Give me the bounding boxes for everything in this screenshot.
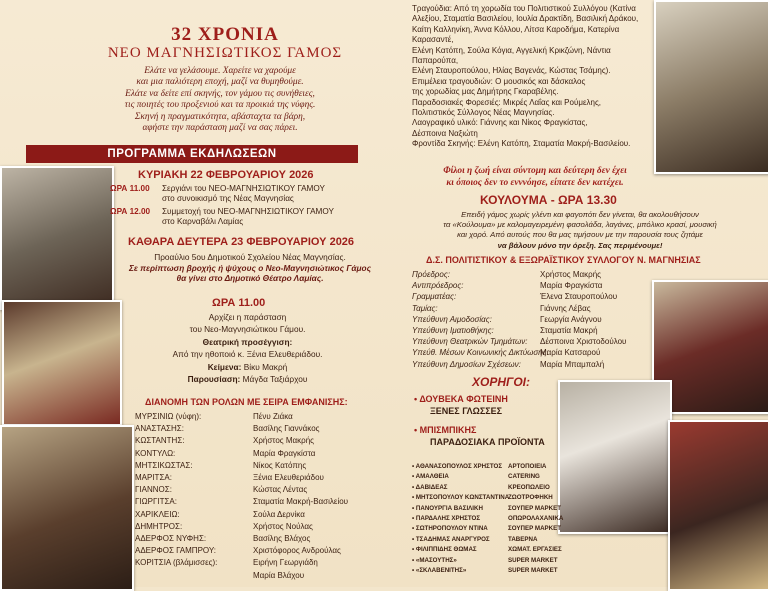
sponsor-business: ΖΩΟΤΡΟΦΗΚΗ (508, 494, 553, 502)
sponsor-name: • ΤΣΑΔΗΜΑΣ ΑΝΑΡΓΥΡΟΣ (412, 535, 490, 543)
sponsor-row (412, 566, 582, 576)
cast-actor: Χριστόφορος Ανδρούλας (253, 546, 341, 556)
sponsor-row (412, 535, 582, 545)
welcome-label: Θεατρική προσέγγιση: (202, 336, 293, 347)
board-role: Ταμίας: (412, 303, 438, 313)
cast-role: ΑΔΕΡΦΟΣ ΝΥΦΗΣ: (135, 534, 207, 543)
text-label: Κείμενα: (207, 361, 242, 372)
photo-women-kneading (654, 0, 768, 174)
cast-row (135, 496, 365, 507)
credit-line: Ελένη Κατόπη, Σούλα Κόγια, Αγγελική Κρικζώνη, Νάντια Παπαρούπα, (412, 45, 611, 66)
sponsor-name: • ΑΜΑΛΘΕΙΑ (412, 473, 449, 481)
monday-venue (115, 252, 385, 284)
koulouma-line: να βάλουν μόνο την όρεξη. Σας περιμένουμε! (497, 240, 663, 250)
cast-role: ΚΟΡΙΤΣΙΑ (βλάμισσες): (135, 558, 218, 568)
rain-line: θα γίνει στο Δημοτικό Θέατρο Λαμίας. (176, 273, 324, 284)
major-sponsor-line: ΠΑΡΑΔΟΣΙΑΚΑ ΠΡΟΪΟΝΤΑ (430, 437, 545, 447)
photo-couple-costume (2, 300, 122, 426)
proverb-line: κι όποιος δεν το ενννόησε, είπατε δεν κατέχει. (446, 177, 624, 188)
cast-heading: ΔΙΑΝΟΜΗ ΤΩΝ ΡΟΛΩΝ ΜΕ ΣΕΙΡΑ ΕΜΦΑΝΙΣΗΣ: (145, 397, 348, 407)
cast-role: ΑΝΑΣΤΑΣΗΣ: (135, 424, 184, 434)
sponsor-row (412, 472, 582, 482)
board-role: Πρόεδρος: (412, 270, 450, 279)
board-row (412, 292, 644, 303)
rain-line: Σε περίπτωση βροχής ή ψύχους ο Νεο-Μαγνησιώτικος Γάμος (128, 262, 372, 273)
sponsor-business: ΣΟΥΠΕΡ ΜΑΡΚΕΤ (508, 525, 562, 533)
present-label: Παρουσίαση: (187, 374, 241, 385)
sponsor-row (412, 483, 582, 493)
event-time: ΩΡΑ 11.00 (110, 184, 150, 193)
intro-line: Ελάτε να γελάσουμε. Χαρείτε να χαρούμε (144, 66, 296, 76)
sponsor-business: ΟΠΩΡΟΛΑΧΑΝΙΚΑ (508, 515, 564, 522)
event-desc (162, 207, 422, 227)
intro-line: αφήστε την παράσταση μαζί να σας πάρει. (142, 123, 298, 134)
koulouma-line: τα «Κούλουμα» με καλομαγειρεμένη φασολάδα, λαγάνες, μπόλικο κρασί, μουσική (443, 220, 717, 230)
sunday-event (110, 184, 380, 206)
board-member: Γεωργία Ανάγνου (540, 314, 602, 324)
sponsor-row (412, 462, 582, 472)
event-desc-line: στο συνοικισμό της Νέας Μαγνησίας (162, 194, 294, 203)
sponsor-business: ΧΩΜΑΤ. ΕΡΓΑΣΙΕΣ (508, 546, 562, 554)
text-value: Βίκυ Μακρή (243, 361, 288, 372)
credit-line: Επιμέλεια τραγουδιών: Ο μουσικός και δάσκαλος (412, 76, 586, 86)
board-heading: Δ.Σ. ΠΟΛΙΤΙΣΤΙΚΟΥ & ΕΞΩΡΑΪΣΤΙΚΟΥ ΣΥΛΛΟΓΟΥ Ν. ΜΑΓΝΗΣΙΑΣ (426, 255, 701, 265)
cast-row (135, 423, 365, 434)
sponsor-name: • ΠΑΡΔΑΛΗΣ ΧΡΗΣΤΟΣ (412, 515, 481, 522)
event-desc-line: Συμμετοχή του ΝΕΟ-ΜΑΓΝΗΣΙΩΤΙΚΟΥ ΓΑΜΟΥ (162, 207, 334, 216)
credit-line: της χορωδίας μας Δημήτρης Γκαραβέλης. (412, 87, 559, 97)
event-desc (162, 184, 422, 204)
board-row (412, 315, 644, 326)
sponsor-name: • ΔΑΒΙΔΕΑΣ (412, 483, 448, 491)
cast-actor: Βασίλης Γιαννάκος (253, 424, 320, 434)
board-row (412, 337, 644, 348)
cast-row (135, 570, 365, 581)
present-credit (135, 373, 360, 385)
event-time: ΩΡΑ 12.00 (110, 207, 151, 216)
intro-line: Σκηνή η πραγματικότητα, αβάσταχτα τα βάρη, (134, 111, 306, 122)
cast-actor: Σταματία Μακρή-Βασιλείου (253, 497, 349, 507)
sponsor-name: • ΜΗΤΣΟΠΟΥΛΟΥ ΚΩΝΣΤΑΝΤΙΝΑ (412, 494, 510, 502)
sponsor-row (412, 514, 582, 524)
board-member: Έλενα Σταυροπούλου (540, 292, 618, 302)
board-row (412, 270, 644, 281)
credit-line: Φροντίδα Σκηνής: Ελένη Κατόπη, Σταματία Μακρή-Βασιλείου. (412, 139, 631, 149)
cast-role: ΓΙΩΡΓΙΤΣΑ: (135, 497, 177, 507)
koulouma-text (402, 210, 758, 251)
board-member: Μαρία Κατσαρού (540, 348, 601, 358)
cast-role: ΜΥΡΣΙΝΙΩ (νύφη): (135, 412, 202, 421)
cast-role: ΔΗΜΗΤΡΟΣ: (135, 521, 183, 531)
sponsor-row (412, 556, 582, 566)
cast-actor: Νίκος Κατόπης (253, 460, 307, 470)
board-role: Γραμματέας: (412, 292, 457, 302)
board-member: Σταματία Μακρή (540, 326, 598, 335)
cast-row (135, 557, 365, 568)
board-role: Αντιπρόεδρος: (412, 281, 464, 291)
credit-line: Δέσποινα Ναξιώτη (412, 128, 478, 138)
welcome-value: Από την ηθοποιό κ. Ξένια Ελευθεριάδου. (172, 349, 323, 360)
major-sponsor-name: • ΜΠΙΣΜΠΙΚΗΣ (414, 425, 477, 435)
cast-row (135, 472, 365, 483)
sponsor-name: • «ΣΚΛΑΒΕΝΙΤΗΣ» (412, 567, 467, 574)
credit-line: Παραδοσιακές Φορεσιές: Μικρές Λαΐας και Ρούμελης, (412, 97, 602, 107)
intro-poem (70, 66, 370, 134)
board-member: Μαρία Μπαμπαλή (540, 359, 605, 369)
board-role: Υπεύθυνη Ιματιοθήκης: (412, 326, 494, 335)
proverb-line: Φίλοι η ζωή είναι σύντομη και δεύτερη δεν έχει (443, 166, 627, 176)
sponsor-row (412, 504, 582, 514)
major-sponsor-line: ΞΕΝΕΣ ΓΛΩΣΣΕΣ (430, 406, 503, 416)
sponsor-business: CATERING (508, 473, 540, 481)
sponsor-name: • ΦΙΛΙΠΠΙΔΗΣ ΘΩΜΑΣ (412, 546, 477, 554)
koulouma-line: Επειδή γάμος χωρίς γλέντι και φαγοπότι δεν γίνεται, θα ακολουθήσουν (461, 210, 699, 219)
text-credit (135, 361, 360, 373)
cast-actor: Κώστας Λέντας (253, 485, 308, 495)
credit-line: Τραγούδια: Από τη χορωδία του Πολιτιστικού Συλλόγου (Κατίνα (412, 4, 636, 13)
credit-line: Λαογραφικό υλικό: Γιάννης και Νίκος Φραγκίστας, (412, 118, 588, 128)
cast-role: ΑΔΕΡΦΟΣ ΓΑΜΠΡΟΥ: (135, 546, 216, 556)
sponsor-business: SUPER MARKET (508, 556, 558, 564)
sponsor-name: • «ΜΑΣΟΥΤΗΣ» (412, 556, 457, 564)
cast-actor: Ειρήνη Γεωργιάδη (253, 558, 318, 568)
credit-line: Πολιτιστικός Σύλλογος Νέας Μαγνησίας. (412, 108, 555, 118)
cast-actor: Σούλα Δερνίκα (253, 509, 305, 519)
board-member: Μαρία Φραγκίστα (540, 281, 603, 291)
sunday-heading: ΚΥΡΙΑΚΗ 22 ΦΕΒΡΟΥΑΡΙΟΥ 2026 (138, 169, 314, 181)
cast-role: ΚΩΣΤΑΝΤΗΣ: (135, 436, 185, 446)
cast-row (135, 411, 365, 422)
monday-details (135, 311, 360, 385)
intro-line: τις ποιητές του προξενιού και τα προικιά της νύφης. (124, 100, 316, 111)
cast-actor: Χρήστος Νούλας (253, 521, 313, 531)
sponsor-name: • ΑΘΑΝΑΣΟΠΟΥΛΟΣ ΧΡΗΣΤΟΣ (412, 463, 503, 470)
monday-time: ΩΡΑ 11.00 (212, 297, 266, 309)
cast-row (135, 545, 365, 556)
sponsor-row (412, 545, 582, 555)
cast-actor: Μαρία Φραγκίστα (253, 448, 316, 458)
major-sponsor (414, 393, 564, 417)
sponsor-row (412, 524, 582, 534)
proverb (420, 166, 650, 189)
cast-actor: Χρήστος Μακρής (253, 436, 314, 446)
sponsor-name: • ΠΑΝΟΥΡΓΙΑ ΒΑΣΙΛΙΚΗ (412, 504, 483, 512)
board-row (412, 326, 644, 337)
poster-title: 32 ΧΡΟΝΙΑ (171, 24, 279, 45)
sponsor-name: • ΣΩΤΗΡΟΠΟΥΛΟΥ ΝΤΙΝΑ (412, 525, 488, 533)
sponsor-business: ΤΑΒΕΡΝΑ (508, 535, 538, 543)
sponsor-business: ΚΡΕΟΠΩΛΕΙΟ (508, 483, 550, 491)
cast-row (135, 509, 365, 520)
major-sponsor (414, 424, 564, 448)
cast-role: ΚΟΝΤΥΛΩ: (135, 448, 176, 458)
program-banner: ΠΡΟΓΡΑΜΜΑ ΕΚΔΗΛΩΣΕΩΝ (26, 145, 358, 163)
intro-line: Ελάτε να δείτε επί σκηνής, τον γάμου τις συνήθειες, (125, 88, 315, 99)
board-member: Δέσποινα Χριστοδούλου (540, 337, 627, 347)
cast-actor: Ξένια Ελευθεριάδου (253, 473, 324, 482)
board-member: Χρήστος Μακρής (540, 270, 601, 279)
sponsor-business: ΑΡΤΟΠΟΙΕΙΑ (508, 463, 547, 470)
start-line: του Νεο-Μαγνησιώτικου Γάμου. (189, 324, 306, 335)
cast-actor: Μαρία Βλάχου (253, 570, 305, 580)
photo-women-costume (668, 420, 768, 591)
sponsor-business: SUPER MARKET (508, 567, 558, 574)
photo-couple-village (0, 166, 114, 310)
sponsor-row (412, 493, 582, 503)
cast-row (135, 484, 365, 495)
cast-actor: Πένυ Ζιάκα (253, 412, 293, 421)
credits (412, 4, 657, 150)
intro-line: και μια παλιότερη εποχή, μαζί να θυμηθούμε. (136, 77, 304, 88)
board-role: Υπεύθ. Μέσων Κοινωνικής Δικτύωσης: (412, 348, 549, 358)
cast-row (135, 533, 365, 544)
cast-row (135, 435, 365, 446)
board-role: Υπεύθυνη Θεατρικών Τμημάτων: (412, 337, 528, 347)
board-member: Γιάννης Λέβας (540, 303, 591, 313)
cast-role: ΜΗΤΣΙΚΩΣΤΑΣ: (135, 460, 193, 470)
cast-row (135, 460, 365, 471)
credit-line: Ελένη Σταυροπούλου, Ηλίας Βαγενάς, Κώστας Τσάμης). (412, 66, 611, 76)
venue-line: Προαύλιο 5ου Δημοτικού Σχολείου Νέας Μαγνησίας. (154, 252, 346, 262)
koulouma-heading: ΚΟΥΛΟΥΜΑ - ΩΡΑ 13.30 (480, 193, 617, 207)
event-desc-line: Σεργιάνι του ΝΕΟ-ΜΑΓΝΗΣΙΩΤΙΚΟΥ ΓΑΜΟΥ (162, 184, 325, 193)
sponsors-heading: ΧΟΡΗΓΟΙ: (472, 375, 530, 389)
board-row (412, 360, 644, 371)
cast-row (135, 448, 365, 459)
credit-line: Καίτη Καλληνίκη, Άννα Κόλλου, Λίτσα Καροδήμα, Κατερίνα Καρασαντέ, (412, 24, 620, 45)
sunday-event (110, 207, 380, 229)
credit-line: Αλεξίου, Σταματία Βασιλείου, Ιουλία Δρακτίδη, Βασιλική Δράκου, (412, 14, 639, 24)
major-sponsor-name: • ΔΟΥΒΕΚΑ ΦΩΤΕΙΝΗ (414, 394, 508, 404)
koulouma-line: και χορό. Από αυτούς που θα μας τιμήσουν με την παρουσία τους ζητάμε (457, 230, 703, 240)
cast-row (135, 521, 365, 532)
start-line: Αρχίζει η παράσταση (208, 312, 287, 322)
board-row (412, 348, 644, 359)
poster-subtitle: ΝΕΟ ΜΑΓΝΗΣΙΩΤΙΚΟΣ ΓΑΜΟΣ (107, 45, 343, 61)
event-desc-line: στο Καρναβάλι Λαμίας (162, 217, 244, 226)
board-role: Υπεύθυνη Αιμοδοσίας: (412, 314, 492, 324)
monday-heading: ΚΑΘΑΡΑ ΔΕΥΤΕΡΑ 23 ΦΕΒΡΟΥΑΡΙΟΥ 2026 (128, 236, 355, 248)
sponsor-business: ΣΟΥΠΕΡ ΜΑΡΚΕΤ (508, 504, 562, 512)
cast-role: ΓΙΑΝΝΟΣ: (135, 485, 172, 495)
cast-role: ΜΑΡΙΤΣΑ: (135, 473, 172, 482)
photo-elderly-couple (0, 425, 134, 591)
board-row (412, 281, 644, 292)
cast-actor: Βασίλης Βλάχος (253, 534, 311, 543)
board-row (412, 304, 644, 315)
cast-role: ΧΑΡΙΚΛΕΙΩ: (135, 509, 180, 519)
board-role: Υπεύθυνη Δημοσίων Σχέσεων: (412, 359, 521, 369)
present-value: Μάγδα Ταξιάρχου (242, 374, 308, 385)
